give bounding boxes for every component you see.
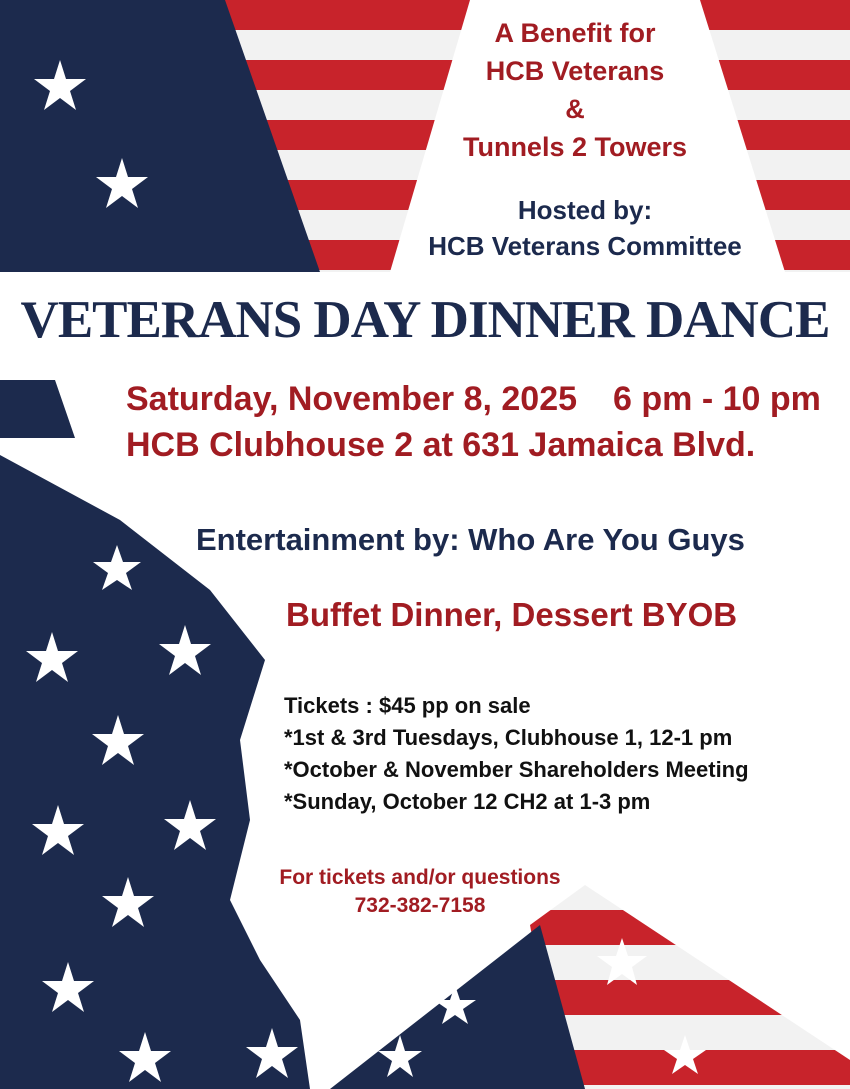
benefit-block	[440, 14, 710, 166]
hosted-name: HCB Veterans Committee	[428, 231, 742, 261]
benefit-line-4: Tunnels 2 Towers	[462, 132, 688, 162]
event-time: 6 pm - 10 pm	[613, 380, 821, 418]
tickets-line-meeting: *October & November Shareholders Meeting	[284, 757, 749, 782]
contact-phone: 732-382-7158	[354, 894, 486, 917]
contact-label: For tickets and/or questions	[279, 866, 561, 889]
page-title: VETERANS DAY DINNER DANCE	[20, 291, 830, 349]
hosted-block	[400, 192, 770, 264]
event-date-line	[126, 380, 821, 419]
entertainment-line: Entertainment by: Who Are You Guys	[196, 522, 745, 557]
benefit-line-2: HCB Veterans	[485, 56, 665, 86]
tickets-block	[284, 690, 749, 818]
tickets-line-sunday: *Sunday, October 12 CH2 at 1-3 pm	[284, 789, 651, 814]
event-venue: HCB Clubhouse 2 at 631 Jamaica Blvd.	[126, 426, 756, 464]
dinner-line: Buffet Dinner, Dessert BYOB	[286, 596, 738, 633]
benefit-line-3: &	[565, 94, 585, 124]
tickets-line-price: Tickets : $45 pp on sale	[284, 693, 531, 718]
hosted-label: Hosted by:	[517, 195, 653, 225]
contact-block	[270, 864, 570, 920]
event-date: Saturday, November 8, 2025	[126, 380, 578, 418]
benefit-line-1: A Benefit for	[494, 18, 656, 48]
tickets-line-tuesdays: *1st & 3rd Tuesdays, Clubhouse 1, 12-1 pm	[284, 725, 733, 750]
